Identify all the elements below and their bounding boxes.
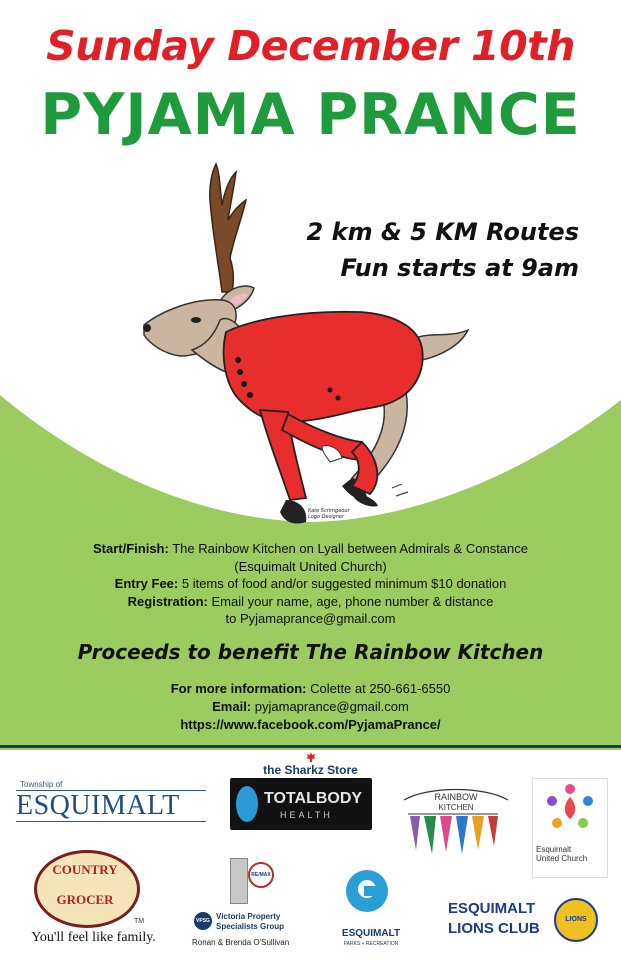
- rainbow-word: RAINBOW: [434, 792, 478, 802]
- esquimalt-united-church-logo: [532, 778, 608, 878]
- vpsg-name-line1: Victoria Property: [216, 912, 281, 921]
- grocer-word: GROCER: [56, 892, 114, 907]
- country-word: COUNTRY: [52, 862, 118, 877]
- start-label: Start/Finish:: [92, 541, 169, 556]
- info-phone: Colette at 250-661-6550: [310, 681, 451, 696]
- vpsg-agents: Ronan & Brenda O'Sullivan: [192, 938, 290, 947]
- proceeds-statement: Proceeds to benefit The Rainbow Kitchen: [77, 640, 544, 664]
- lions-emblem: LIONS: [554, 898, 598, 942]
- start-value-church: (Esquimalt United Church): [234, 558, 387, 574]
- section-divider: [0, 745, 621, 748]
- registration-value: Email your name, age, phone number & distance: [211, 593, 494, 609]
- deer-in-pyjamas-illustration: [130, 160, 490, 540]
- email-label: Email:: [212, 699, 252, 714]
- rainbow-kitchen-graphic: [398, 780, 514, 858]
- victoria-property-specialists-logo: [192, 856, 322, 950]
- fee-value: 5 items of food and/or suggested minimum $10 donation: [181, 576, 507, 591]
- registration-line: [20, 593, 601, 611]
- registration-email: to Pyjamaprance@gmail.com: [225, 611, 396, 626]
- event-date: Sunday December 10th: [46, 22, 575, 70]
- registration-label: Registration:: [127, 593, 208, 609]
- esquimalt-wordmark: ESQUIMALT: [16, 790, 180, 821]
- fee-label: Entry Fee:: [114, 576, 179, 591]
- credit-role: Logo Designer: [308, 514, 345, 520]
- church-name-line1: Esquimalt: [536, 845, 572, 854]
- start-value: The Rainbow Kitchen on Lyall between Admirals & Constance: [172, 541, 528, 556]
- vpsg-name-line2: Specialists Group: [216, 922, 285, 931]
- vpsg-badge: VPSG: [194, 912, 212, 930]
- sharkz-store-logo: [0, 752, 621, 777]
- facebook-url[interactable]: https://www.facebook.com/PyjamaPrance/: [180, 717, 441, 732]
- parks-subtitle: PARKS + RECREATION: [343, 941, 399, 947]
- totalbody-health-logo: [230, 778, 372, 830]
- lions-wordmark-line2: LIONS CLUB: [448, 920, 540, 937]
- number-one-graphic: [230, 858, 248, 904]
- church-name-line2: United Church: [536, 854, 588, 863]
- routes-distance: 2 km & 5 KM Routes: [306, 218, 579, 246]
- contact-info: [20, 680, 601, 734]
- start-finish-line: [20, 540, 601, 558]
- entry-fee-line: [20, 575, 601, 593]
- church-people-icon: [533, 779, 607, 841]
- parks-swirl-icon: [346, 870, 388, 912]
- totalbody-figure-icon: [236, 786, 258, 822]
- lions-wordmark-line1: ESQUIMALT: [448, 900, 536, 917]
- routes-start-time: Fun starts at 9am: [340, 254, 579, 282]
- credit-name: Kate Scrimgeour: [308, 508, 350, 514]
- township-label: Township of: [20, 780, 63, 789]
- event-title: PYJAMA PRANCE: [40, 82, 581, 148]
- totalbody-wordmark: TOTALBODY: [264, 790, 363, 807]
- esquimalt-lions-club-logo: [448, 896, 604, 944]
- remax-balloon: RE/MAX: [248, 862, 274, 888]
- email-value[interactable]: pyjamaprance@gmail.com: [254, 699, 409, 714]
- maple-leaf-icon: [305, 752, 317, 762]
- facebook-link[interactable]: [20, 716, 601, 734]
- sharkz-label: the Sharkz Store: [263, 763, 358, 777]
- country-grocer-slogan: You'll feel like family.: [31, 930, 156, 945]
- email-line: [20, 698, 601, 716]
- illustration-credit: [308, 508, 350, 520]
- more-info-line: [20, 680, 601, 698]
- country-grocer-logo: [16, 848, 171, 948]
- trademark-mark: TM: [134, 918, 145, 925]
- parks-wordmark: ESQUIMALT: [341, 928, 401, 939]
- event-details: [20, 540, 601, 628]
- info-label: For more information:: [170, 681, 307, 696]
- kitchen-word: KITCHEN: [438, 803, 474, 812]
- totalbody-subtitle: HEALTH: [280, 810, 333, 820]
- esquimalt-parks-recreation-logo: [332, 870, 412, 950]
- esquimalt-township-logo: [16, 780, 206, 830]
- rainbow-kitchen-logo: [398, 780, 514, 858]
